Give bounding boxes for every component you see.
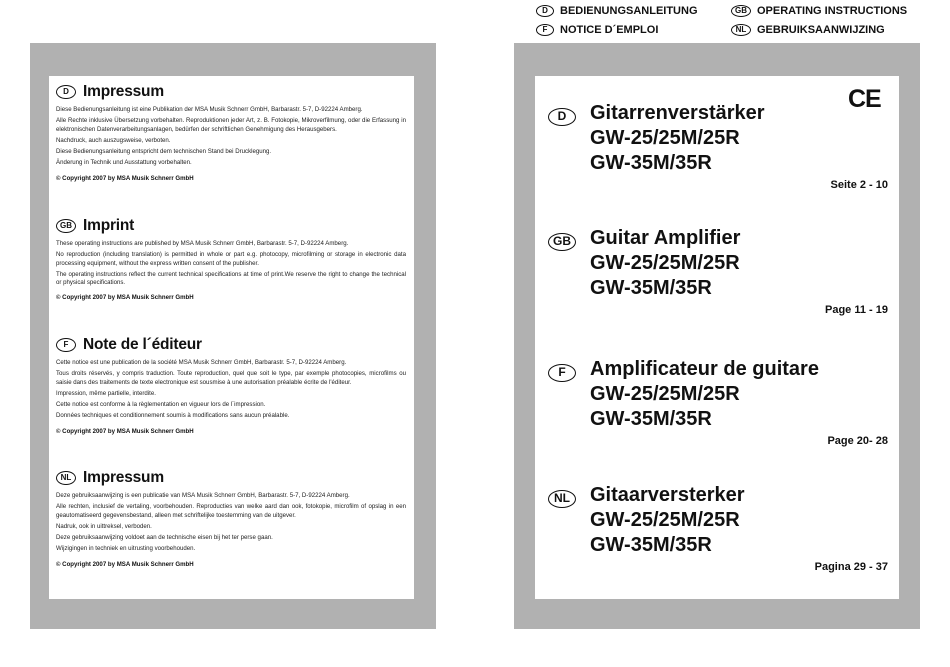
ce-mark: CE: [848, 85, 881, 113]
language-badge-nl: NL: [56, 471, 76, 485]
cover-heading-f: [548, 357, 888, 382]
header-label-f: NOTICE D´EMPLOI: [560, 24, 659, 36]
language-badge-gb: GB: [731, 5, 751, 17]
imprint-paragraph: Änderung in Technik und Ausstattung vorbehalten.: [56, 159, 192, 167]
copyright-notice: © Copyright 2007 by MSA Musik Schnerr GmbH: [56, 427, 194, 435]
cover-title: Gitaarversterker: [590, 484, 745, 506]
imprint-paragraph: Deze gebruiksaanwijzing voldoet aan de technische eisen bij het ter perse gaan.: [56, 534, 273, 542]
cover-heading-gb: [548, 226, 888, 251]
imprint-heading-gb: [56, 215, 406, 237]
imprint-content: [49, 76, 414, 599]
language-badge-gb: GB: [548, 233, 576, 251]
imprint-paragraph: Données techniques et conditionnement soumis à modifications sans aucun préalable.: [56, 412, 290, 420]
imprint-paragraph: The operating instructions reflect the current technical specifications at time of print.We reserve the right to change the technical or physical specifications.: [56, 270, 406, 287]
model-line: GW-25/25M/25R: [590, 127, 740, 149]
imprint-paragraph: Cette notice est conforme à la règlementation en vigueur lors de l´impression.: [56, 401, 266, 409]
header-item-nl: [731, 24, 885, 36]
imprint-paragraph: Diese Bedienungsanleitung ist eine Publikation der MSA Musik Schnerr GmbH, Barbarastr. 5-7, D-92224 Amberg.: [56, 106, 363, 113]
cover-page: [514, 43, 920, 629]
model-line: GW-35M/35R: [590, 408, 712, 430]
imprint-section-f: [56, 334, 406, 435]
language-badge-nl: NL: [548, 490, 576, 508]
imprint-section-nl: [56, 467, 406, 568]
header-item-f: [536, 24, 658, 36]
header-label-nl: GEBRUIKSAANWIJZING: [757, 24, 885, 36]
cover-section-d: [548, 101, 888, 191]
model-line: GW-25/25M/25R: [590, 383, 740, 405]
cover-title: Guitar Amplifier: [590, 227, 741, 249]
language-badge-f: F: [536, 24, 554, 36]
imprint-title: Impressum: [83, 469, 164, 486]
imprint-paragraph: Alle Rechte inklusive Übersetzung vorbehalten. Reproduktionen jeder Art, z. B. Fotokopie, Mikroverfilmung, oder die Erfassung in elektronischen Datenverarbeitungsanlagen, bedürfen der schriftlichen Genehmigung des Herausgebers.: [56, 117, 406, 133]
imprint-paragraph: Wijzigingen in techniek en uitrusting voorbehouden.: [56, 545, 196, 553]
cover-heading-nl: [548, 483, 888, 508]
imprint-title: Imprint: [83, 217, 135, 234]
header-item-gb: [731, 5, 907, 17]
imprint-paragraph: Nachdruck, auch auszugsweise, verboten.: [56, 136, 171, 144]
imprint-title: Impressum: [83, 83, 164, 100]
imprint-section-gb: [56, 215, 406, 301]
header-label-gb: OPERATING INSTRUCTIONS: [757, 5, 908, 17]
imprint-heading-nl: [56, 467, 406, 489]
imprint-section-d: [56, 81, 406, 182]
header-label-d: BEDIENUNGSANLEITUNG: [560, 5, 698, 17]
imprint-paragraph: Impression, même partielle, interdite.: [56, 389, 156, 397]
imprint-title: Note de l´éditeur: [83, 336, 202, 353]
language-badge-d: D: [536, 5, 554, 17]
imprint-paragraph: Nadruk, ook in uittreksel, verboden.: [56, 522, 152, 530]
imprint-paragraph: Tous droits réservés, y compris traduction. Toute reproduction, quel que soit le type, par exemple photocopies, microfilms ou saisie dans des traitements de texte electronique est sousmise à une autorisation préalable écrite de l'éditeur.: [56, 370, 406, 386]
page-range: Pagina 29 - 37: [814, 561, 888, 573]
imprint-paragraph: No reproduction (including translation) is permitted in whole or part e.g. photocopy, microfilming or storage in electronic data processing equipment, without the express written consent of the publisher.: [56, 251, 406, 267]
cover-section-gb: [548, 226, 888, 316]
cover-section-nl: [548, 483, 888, 573]
model-line: GW-35M/35R: [590, 152, 712, 174]
header-item-d: [536, 5, 698, 17]
language-badge-d: D: [548, 108, 576, 126]
copyright-notice: © Copyright 2007 by MSA Musik Schnerr GmbH: [56, 174, 194, 182]
page-range: Page 11 - 19: [825, 304, 888, 316]
model-line: GW-25/25M/25R: [590, 252, 740, 274]
cover-title: Amplificateur de guitare: [590, 358, 819, 380]
page-range: Seite 2 - 10: [830, 179, 888, 191]
language-badge-d: D: [56, 85, 76, 99]
page-range: Page 20- 28: [827, 435, 888, 447]
model-line: GW-25/25M/25R: [590, 509, 740, 531]
imprint-paragraph: Alle rechten, inclusief de vertaling, voorbehouden. Reproducties van welke aard dan ook, fotokopie, microfilm of opslag in een geautomatiseerd gegevensbestand, alleen met schriftelijke toestemming van de uitgever.: [56, 503, 406, 519]
model-line: GW-35M/35R: [590, 534, 712, 556]
copyright-notice: © Copyright 2007 by MSA Musik Schnerr GmbH: [56, 294, 194, 302]
cover-heading-d: [548, 101, 888, 126]
language-badge-f: F: [56, 338, 76, 352]
imprint-paragraph: These operating instructions are published by MSA Musik Schnerr GmbH, Barbarastr. 5-7, D-92224 Amberg.: [56, 240, 349, 247]
imprint-paragraph: Deze gebruiksaanwijzing is een publicatie van MSA Musik Schnerr GmbH, Barbarastr. 5-7, D-92224 Amberg.: [56, 492, 350, 499]
cover-section-f: [548, 357, 888, 447]
cover-content: [535, 76, 899, 599]
imprint-paragraph: Cette notice est une publication de la société MSA Musik Schnerr GmbH, Barbarastr. 5-7, D-92224 Amberg.: [56, 359, 347, 366]
copyright-notice: © Copyright 2007 by MSA Musik Schnerr GmbH: [56, 560, 194, 568]
language-badge-nl: NL: [731, 24, 751, 36]
cover-title: Gitarrenverstärker: [590, 102, 765, 124]
imprint-page: [30, 43, 436, 629]
language-badge-f: F: [548, 364, 576, 382]
imprint-heading-d: [56, 81, 406, 103]
model-line: GW-35M/35R: [590, 277, 712, 299]
imprint-paragraph: Diese Bedienungsanleitung entspricht dem technischen Stand bei Drucklegung.: [56, 148, 272, 156]
language-badge-gb: GB: [56, 219, 76, 233]
imprint-heading-f: [56, 334, 406, 356]
